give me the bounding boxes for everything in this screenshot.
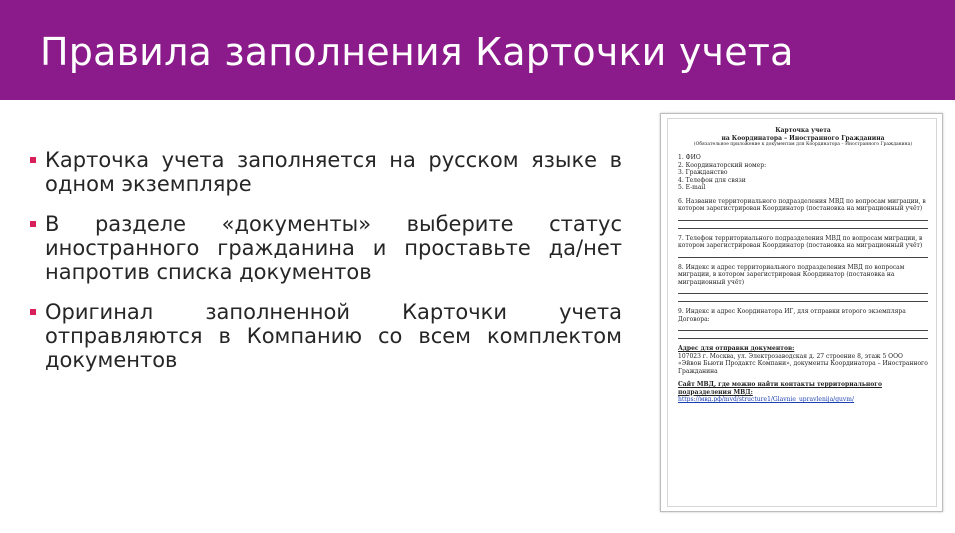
doc-line	[678, 323, 928, 331]
doc-field-number: 2. Координаторский номер:	[678, 161, 767, 169]
bullet-item: Карточка учета заполняется на русском языке в одном экземпляре	[30, 148, 622, 196]
doc-field-name: 1. ФИО	[678, 154, 701, 161]
doc-site-link[interactable]: https://мвд.рф/mvd/structure1/Glavnie_upravlenija/guvm/	[678, 396, 855, 403]
doc-title: Карточка учета	[775, 127, 831, 134]
doc-line	[678, 250, 928, 258]
doc-line	[678, 294, 928, 302]
doc-address-label: Адрес для отправки документов:	[678, 345, 795, 352]
doc-title-2: на Координатора – Иностранного Гражданина	[721, 134, 885, 142]
bullet-list	[30, 148, 622, 388]
doc-section-8: 8. Индекс и адрес территориального подразделения МВД по вопросам миграции, в котором зарегистрирован Координатор (постановка на миграционный учёт)	[678, 263, 905, 286]
doc-site-label: Сайт МВД, где можно найти контакты территориального подразделения МВД:	[678, 381, 882, 396]
document-content	[678, 127, 928, 404]
doc-section-7: 7. Телефон территориального подразделения МВД по вопросам миграции, в котором зарегистрирован Координатор (постановка на миграционный учёт)	[678, 234, 923, 249]
slide-title: Правила заполнения Карточки учета	[40, 30, 794, 74]
doc-address-text: 107023 г. Москва, ул. Электрозаводская д. 27 строение 8, этаж 5 ООО «Эйвон Бьюти Продактс Компани», документы Координатора – Иностранного Гражданина	[678, 352, 928, 375]
doc-line	[678, 221, 928, 229]
document-page	[667, 118, 937, 507]
title-bar	[0, 0, 955, 100]
bullet-item: В разделе «документы» выберите статус иностранного гражданина и проставьте да/нет напротив списка документов	[30, 212, 622, 284]
doc-field-citizenship: 3. Гражданство	[678, 169, 728, 176]
doc-section-9: 9. Индекс и адрес Координатора ИГ, для отправки второго экземпляра	[678, 308, 906, 315]
doc-line	[678, 286, 928, 294]
doc-section-6: 6. Название территориального подразделения МВД по вопросам миграции, в котором зарегистрирован Координатор (постановка на миграционный учёт)	[678, 197, 926, 212]
doc-field-phone: 4. Телефон для связи	[678, 176, 746, 184]
doc-line	[678, 213, 928, 221]
doc-field-email: 5. E-mail	[678, 184, 706, 191]
registration-card-image	[660, 113, 943, 512]
bullet-item: Оригинал заполненной Карточки учета отправляются в Компанию со всем комплектом документов	[30, 300, 622, 372]
doc-subtitle: (Обязательное приложение к документам для Координатора – Иностранного Гражданина)	[693, 142, 913, 147]
doc-line	[678, 331, 928, 339]
doc-section-9-contract: Договора:	[678, 315, 710, 323]
